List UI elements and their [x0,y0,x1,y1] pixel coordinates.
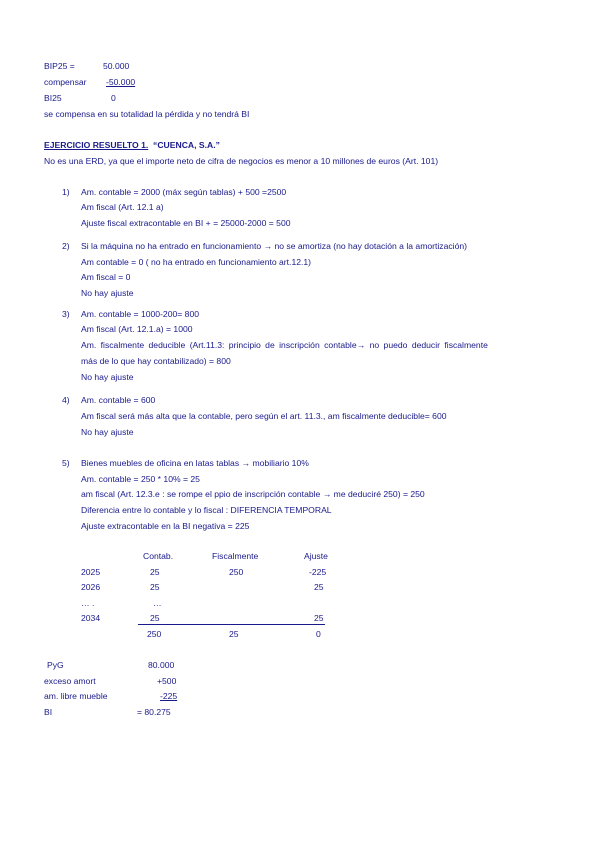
summary-label: PyG [47,660,64,670]
bi25-label: BI25 [44,93,62,103]
table-total-fiscal: 25 [229,629,239,639]
table-cell-year: 2026 [81,582,101,592]
summary-label: BI [44,707,53,717]
table-cell-year: … . [81,598,95,608]
item-5-line: Am. contable = 250 * 10% = 25 [81,474,200,484]
item-5-line: Ajuste extracontable en la BI negativa = 225 [81,521,250,531]
compensar-value: -50.000 [106,77,136,87]
item-2-line: No hay ajuste [81,288,134,298]
table-cell-ajuste: 25 [314,582,324,592]
item-3-line: más de lo que hay contabilizado) = 800 [81,356,231,366]
table-cell-contab: 25 [150,582,160,592]
item-1-line: Am fiscal (Art. 12.1 a) [81,202,164,212]
table-cell-fiscal: 250 [229,567,244,577]
item-3-line: Am. fiscalmente deducible (Art.11.3: principio de inscripción contable→ no puedo deducir fiscalmente [81,340,488,350]
summary-value: -225 [160,691,178,701]
table-cell-year: 2034 [81,613,101,623]
item-3-line: No hay ajuste [81,372,134,382]
summary-label: am. libre mueble [44,691,108,701]
item-4-line: Am. contable = 600 [81,395,156,405]
item-4-line: Am fiscal será más alta que la contable, pero según el art. 11.3., am fiscalmente deducible= 600 [81,411,447,421]
summary-value: 80.000 [148,660,175,670]
item-3-number: 3) [62,309,70,319]
table-total-ajuste: 0 [316,629,321,639]
bi25-value: 0 [111,93,116,103]
table-cell-ajuste: 25 [314,613,324,623]
item-3-line: Am fiscal (Art. 12.1.a) = 1000 [81,324,193,334]
item-2-line: Am contable = 0 ( no ha entrado en funcionamiento art.12.1) [81,257,312,267]
exercise-title-name: “CUENCA, S.A.” [153,140,220,150]
table-cell-ajuste: -225 [309,567,327,577]
item-2-line: Am fiscal = 0 [81,272,131,282]
item-1-line: Am. contable = 2000 (máx según tablas) + 500 =2500 [81,187,287,197]
item-5-line: am fiscal (Art. 12.3.e : se rompe el ppio de inscripción contable → me deduciré 250) = 250 [81,489,425,499]
item-2-line: Si la máquina no ha entrado en funcionamiento → no se amortiza (no hay dotación a la amortización) [81,241,467,251]
compensar-label: compensar [44,77,87,87]
item-5-number: 5) [62,458,70,468]
bip25-value: 50.000 [103,61,130,71]
summary-value: +500 [157,676,177,686]
exercise-title [44,140,220,150]
item-4-line: No hay ajuste [81,427,134,437]
item-1-line: Ajuste fiscal extracontable en BI + = 25000-2000 = 500 [81,218,291,228]
exercise-intro: No es una ERD, ya que el importe neto de cifra de negocios es menor a 10 millones de euros (Art. 101) [44,156,439,166]
compensation-note: se compensa en su totalidad la pérdida y no tendrá BI [44,109,250,119]
table-header-ajuste: Ajuste [304,551,328,561]
item-2-number: 2) [62,241,70,251]
exercise-title-prefix: EJERCICIO RESUELTO 1. [44,140,149,150]
table-cell-contab: 25 [150,567,160,577]
table-total-contab: 250 [147,629,162,639]
item-3-line: Am. contable = 1000-200= 800 [81,309,200,319]
table-cell-contab: … [153,598,162,608]
item-5-line: Bienes muebles de oficina en latas tablas → mobiliario 10% [81,458,309,468]
bip25-label: BIP25 = [44,61,75,71]
table-cell-contab: 25 [150,613,160,623]
item-1-number: 1) [62,187,70,197]
table-header-fiscal: Fiscalmente [212,551,259,561]
summary-value: = 80.275 [137,707,171,717]
item-4-number: 4) [62,395,70,405]
table-cell-year: 2025 [81,567,101,577]
item-5-line: Diferencia entre lo contable y lo fiscal : DIFERENCIA TEMPORAL [81,505,332,515]
table-total-rule [138,624,325,625]
table-header-contab: Contab. [143,551,174,561]
summary-label: exceso amort [44,676,96,686]
